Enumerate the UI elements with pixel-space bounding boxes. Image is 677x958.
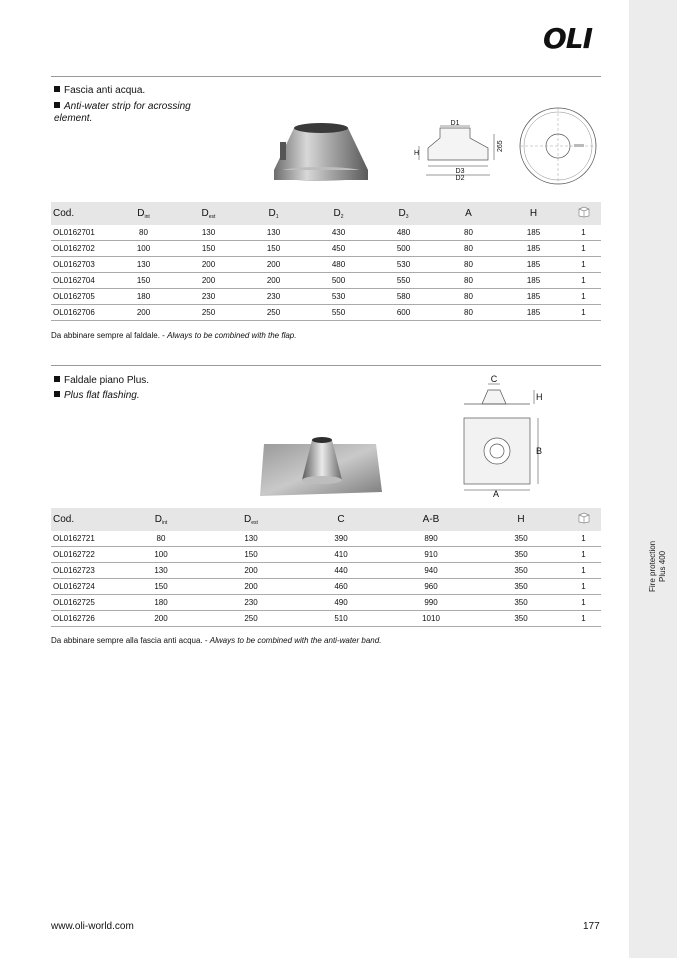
table-cell: 185 [501, 257, 566, 273]
table-cell: 200 [206, 563, 296, 579]
table-cell: 960 [386, 579, 476, 595]
side-tab-line2: Plus 400 [658, 550, 667, 582]
table-cell: 450 [306, 241, 371, 257]
col-dest: $D_{est}$ [176, 202, 241, 225]
table-cell: OL0162705 [51, 289, 111, 305]
table-cell: 940 [386, 563, 476, 579]
table-cell: 1 [566, 257, 601, 273]
table-cell: 230 [176, 289, 241, 305]
label-d1: D1 [450, 120, 460, 127]
table-cell: 1 [566, 241, 601, 257]
table-cell: OL0162721 [51, 531, 116, 547]
col-dest: $D_{est}$ [206, 508, 296, 531]
table-cell: 1 [566, 595, 601, 611]
table-cell: 1 [566, 531, 601, 547]
table-cell: 150 [111, 273, 176, 289]
table-row [51, 273, 601, 289]
table-cell: OL0162703 [51, 257, 111, 273]
col-cod: Cod. [51, 508, 116, 531]
table-cell: 1 [566, 305, 601, 321]
section2-title-it: Faldale piano Plus. [54, 375, 149, 387]
table-cell: 80 [116, 531, 206, 547]
section1-title-it: Fascia anti acqua. [54, 85, 145, 97]
table-cell: 410 [296, 547, 386, 563]
footer-url[interactable]: www.oli-world.com [51, 921, 134, 932]
col-cod: Cod. [51, 202, 111, 225]
table-cell: 890 [386, 531, 476, 547]
diagram-side-view-strip [410, 118, 510, 188]
table-cell: 550 [306, 305, 371, 321]
table-row [51, 257, 601, 273]
table-cell: 150 [176, 241, 241, 257]
table-cell: 80 [436, 305, 501, 321]
page-number: 177 [583, 921, 600, 932]
table-cell: 130 [206, 531, 296, 547]
table-cell: 185 [501, 273, 566, 289]
table-cell: 250 [176, 305, 241, 321]
section1-note: Da abbinare sempre al faldale. - Always to be combined with the flap. [51, 331, 297, 340]
table-cell: 530 [306, 289, 371, 305]
table-cell: 1 [566, 547, 601, 563]
table-cell: 150 [241, 241, 306, 257]
label-height: 265 [497, 140, 504, 152]
table-row [51, 241, 601, 257]
label-d3: D3 [455, 168, 465, 175]
table-cell: 200 [176, 273, 241, 289]
table-cell: OL0162725 [51, 595, 116, 611]
table-row [51, 563, 601, 579]
table-cell: 80 [436, 241, 501, 257]
table-cell: OL0162706 [51, 305, 111, 321]
table-cell: 130 [116, 563, 206, 579]
table-cell: 130 [241, 225, 306, 241]
table-cell: 550 [371, 273, 436, 289]
table-cell: 200 [176, 257, 241, 273]
table-cell: 200 [206, 579, 296, 595]
table-cell: 1 [566, 611, 601, 627]
table-cell: 990 [386, 595, 476, 611]
label-c: C [490, 374, 498, 384]
side-tab-line1: Fire protection [648, 540, 657, 592]
table-cell: 600 [371, 305, 436, 321]
table-cell: 200 [241, 257, 306, 273]
section2-note: Da abbinare sempre alla fascia anti acqua. - Always to be combined with the anti-water band. [51, 636, 382, 645]
table-cell: 1 [566, 579, 601, 595]
table-cell: 185 [501, 305, 566, 321]
side-tab [629, 0, 677, 958]
col-d1: $D_1$ [241, 202, 306, 225]
table-cell: OL0162722 [51, 547, 116, 563]
table-cell: 510 [296, 611, 386, 627]
table-cell: 480 [371, 225, 436, 241]
brand-logo: OLI [543, 22, 593, 55]
col-d3: $D_3$ [371, 202, 436, 225]
table-cell: 460 [296, 579, 386, 595]
table-row [51, 595, 601, 611]
table-cell: 80 [436, 273, 501, 289]
table-cell: 185 [501, 241, 566, 257]
label-b: B [536, 446, 543, 456]
label-h: H [414, 150, 420, 157]
label-a: A [492, 489, 500, 499]
label-h2: H [536, 392, 543, 402]
table-cell: 350 [476, 579, 566, 595]
col-h: H [501, 202, 566, 225]
table-anti-water-strip [51, 202, 601, 321]
col-ab: A-B [386, 508, 476, 531]
table-cell: 580 [371, 289, 436, 305]
table-cell: 130 [176, 225, 241, 241]
table-cell: 185 [501, 289, 566, 305]
table-cell: 150 [206, 547, 296, 563]
table-cell: 530 [371, 257, 436, 273]
table-cell: 80 [436, 289, 501, 305]
table-cell: 1 [566, 225, 601, 241]
table-cell: OL0162723 [51, 563, 116, 579]
table-cell: 430 [306, 225, 371, 241]
table-cell: 1 [566, 273, 601, 289]
table-cell: 1010 [386, 611, 476, 627]
section1-title-en: Anti-water strip for acrossing element. [54, 101, 191, 124]
table-cell: 80 [436, 225, 501, 241]
table-header [51, 202, 601, 225]
table-cell: 150 [116, 579, 206, 595]
table-cell: 1 [566, 289, 601, 305]
label-d2: D2 [455, 175, 465, 182]
table-cell: 180 [116, 595, 206, 611]
table-cell: 350 [476, 595, 566, 611]
table-cell: 80 [436, 257, 501, 273]
table-cell: 100 [111, 241, 176, 257]
table-cell: 250 [241, 305, 306, 321]
table-row [51, 547, 601, 563]
diagram-flat-flashing [460, 372, 560, 497]
col-h: H [476, 508, 566, 531]
col-dint: $D_{int}$ [116, 508, 206, 531]
table-cell: 350 [476, 563, 566, 579]
package-icon [566, 508, 601, 531]
table-cell: 480 [306, 257, 371, 273]
col-d2: $D_2$ [306, 202, 371, 225]
col-a: A [436, 202, 501, 225]
table-cell: 390 [296, 531, 386, 547]
table-cell: OL0162704 [51, 273, 111, 289]
table-cell: 200 [111, 305, 176, 321]
table-cell: 500 [306, 273, 371, 289]
table-cell: 180 [111, 289, 176, 305]
table-cell: 200 [116, 611, 206, 627]
table-cell: 350 [476, 547, 566, 563]
section-divider [51, 365, 601, 366]
section2-title-en: Plus flat flashing. [54, 390, 140, 402]
package-icon [566, 202, 601, 225]
table-cell: 350 [476, 531, 566, 547]
table-cell: 100 [116, 547, 206, 563]
table-cell: 230 [206, 595, 296, 611]
table-flat-flashing [51, 508, 601, 627]
table-cell: 1 [566, 563, 601, 579]
table-cell: OL0162702 [51, 241, 111, 257]
side-tab-label [640, 540, 670, 620]
product-photo-anti-water-strip [270, 112, 370, 190]
table-cell: OL0162701 [51, 225, 111, 241]
table-cell: 80 [111, 225, 176, 241]
table-cell: 230 [241, 289, 306, 305]
table-row [51, 611, 601, 627]
table-cell: OL0162724 [51, 579, 116, 595]
table-row [51, 305, 601, 321]
table-cell: 130 [111, 257, 176, 273]
table-cell: 910 [386, 547, 476, 563]
section-divider [51, 76, 601, 77]
table-cell: 440 [296, 563, 386, 579]
diagram-top-view-strip [516, 104, 600, 188]
table-row [51, 579, 601, 595]
col-dint: $D_{int}$ [111, 202, 176, 225]
table-row [51, 225, 601, 241]
table-cell: 500 [371, 241, 436, 257]
table-cell: 350 [476, 611, 566, 627]
product-photo-flat-flashing [258, 436, 383, 500]
col-c: C [296, 508, 386, 531]
table-cell: 490 [296, 595, 386, 611]
table-row [51, 289, 601, 305]
table-cell: 200 [241, 273, 306, 289]
table-row [51, 531, 601, 547]
table-cell: OL0162726 [51, 611, 116, 627]
table-header [51, 508, 601, 531]
table-cell: 250 [206, 611, 296, 627]
table-cell: 185 [501, 225, 566, 241]
